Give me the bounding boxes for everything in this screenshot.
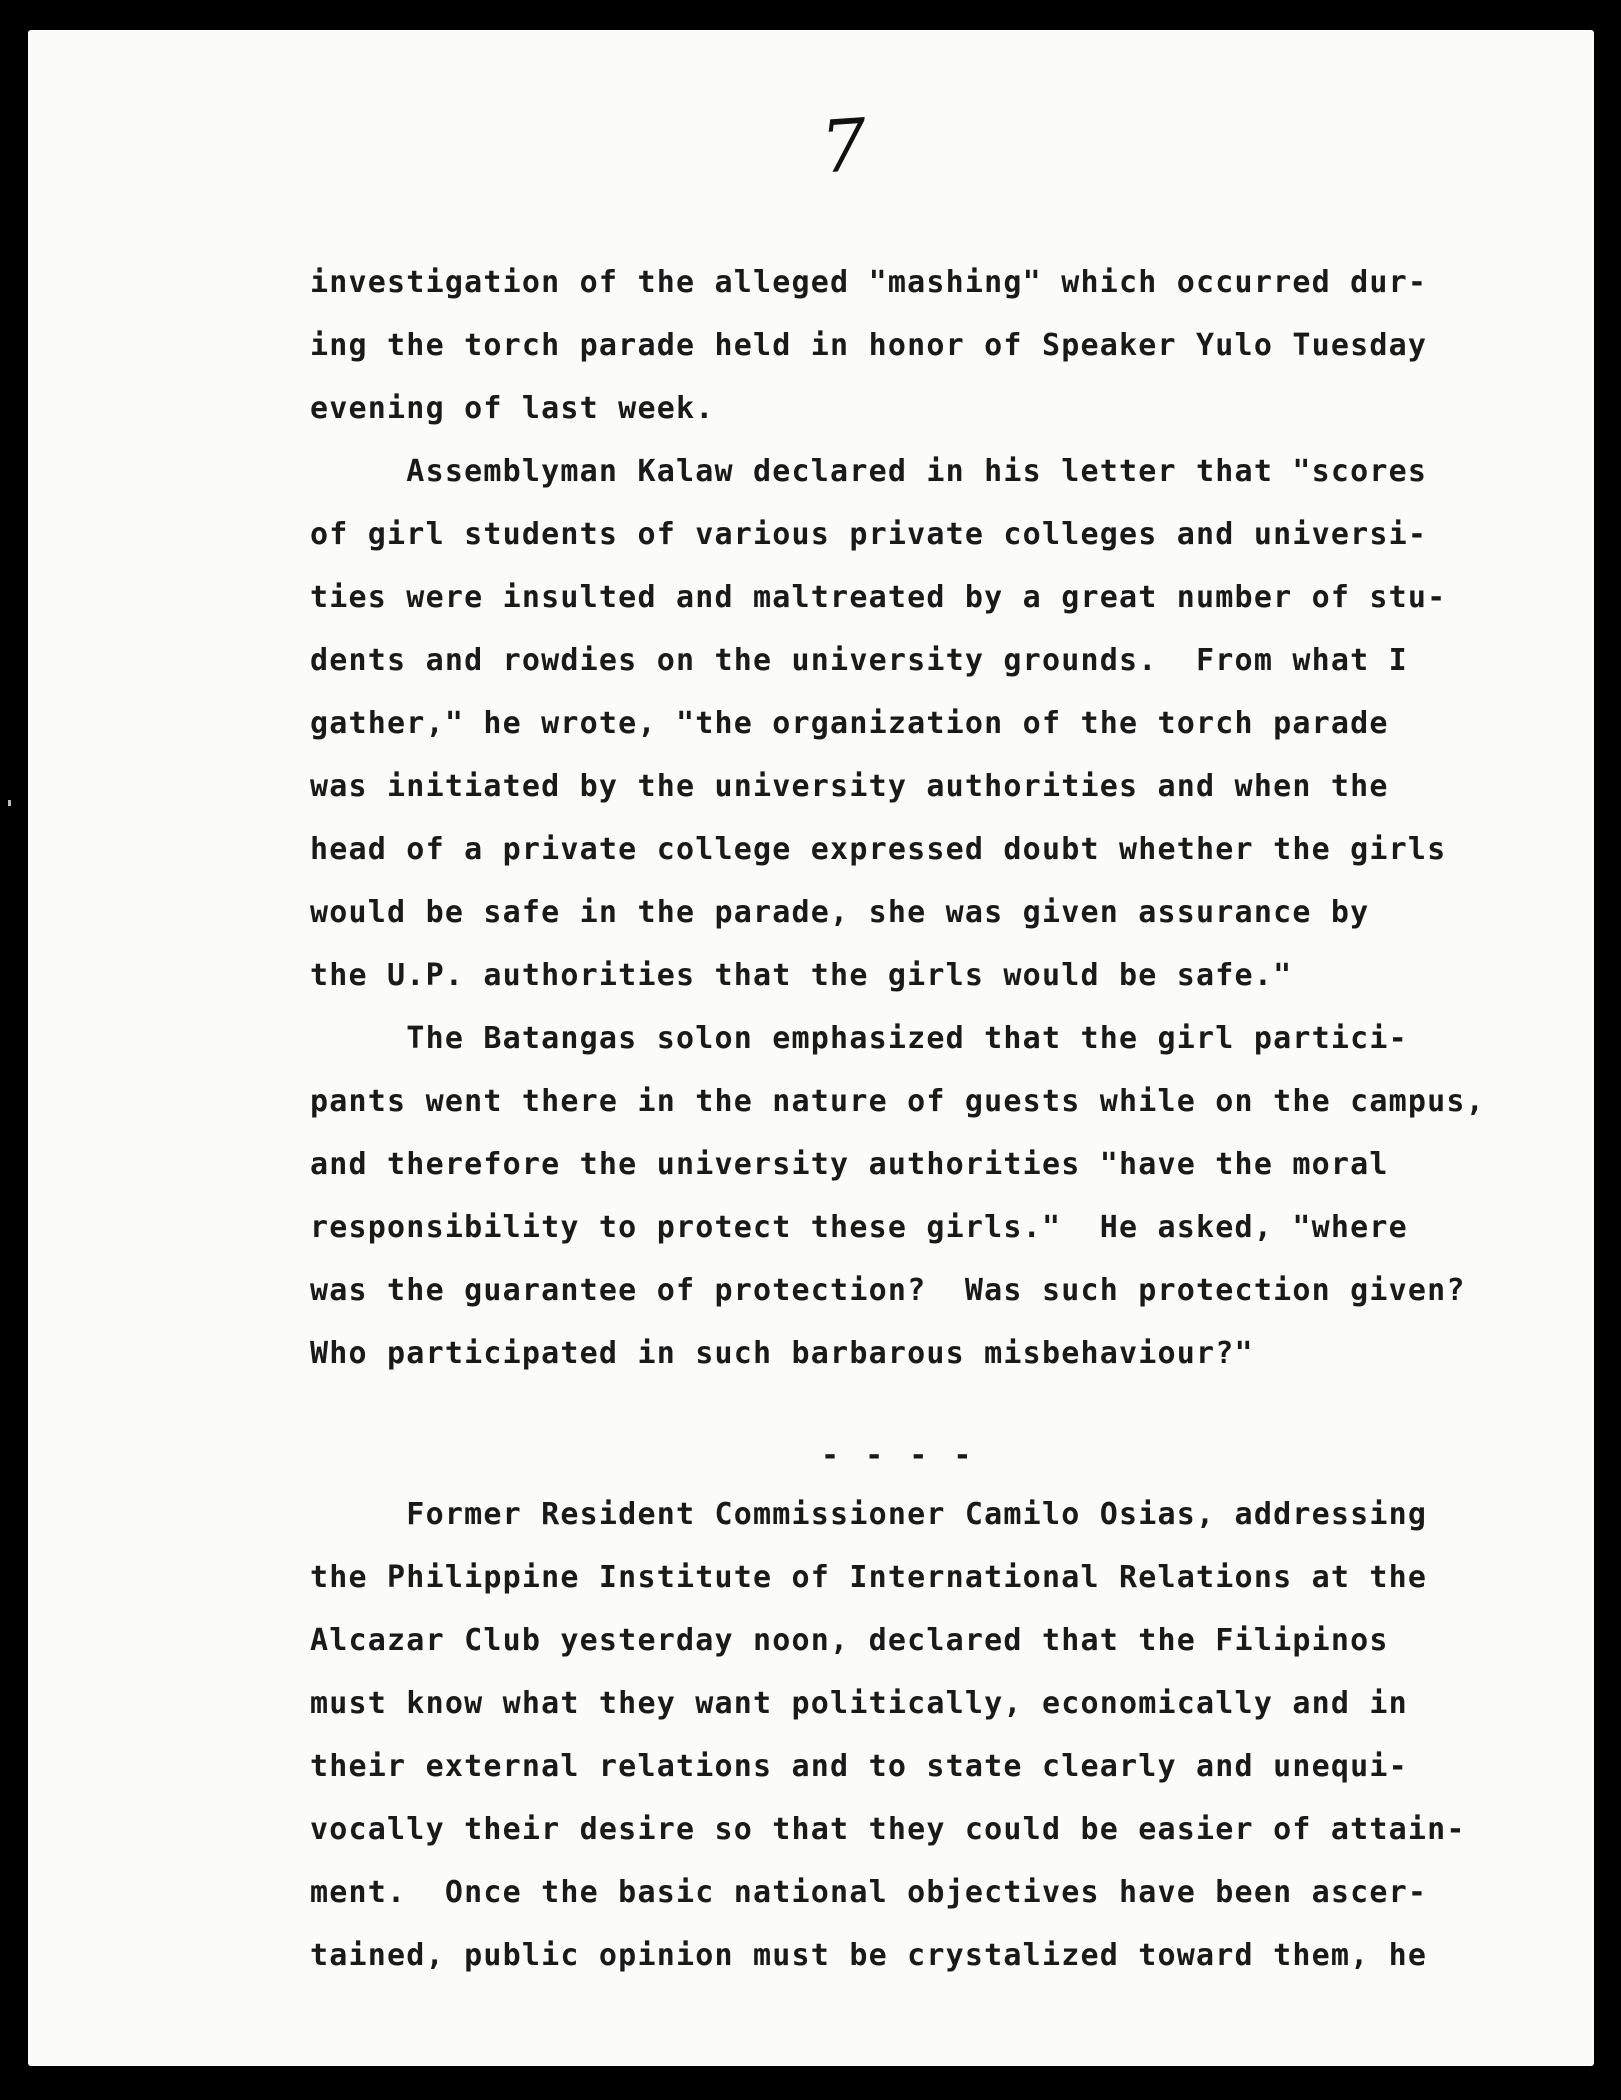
text-line: tained, public opinion must be crystalized toward them, he — [310, 1938, 1428, 1973]
text-line: Who participated in such barbarous misbehaviour?" — [310, 1336, 1254, 1371]
text-line: The Batangas solon emphasized that the girl partici- — [310, 1021, 1408, 1056]
text-line: head of a private college expressed doubt whether the girls — [310, 832, 1447, 867]
text-line: must know what they want politically, economically and in — [310, 1686, 1408, 1721]
text-line: of girl students of various private colleges and universi- — [310, 517, 1428, 552]
text-line: ment. Once the basic national objectives have been ascer- — [310, 1875, 1428, 1910]
text-line: responsibility to protect these girls." He asked, "where — [310, 1210, 1408, 1245]
text-line: ties were insulted and maltreated by a great number of stu- — [310, 580, 1447, 615]
text-line: their external relations and to state clearly and unequi- — [310, 1749, 1408, 1784]
text-line: Former Resident Commissioner Camilo Osias, addressing — [310, 1497, 1428, 1532]
text-line: dents and rowdies on the university grounds. From what I — [310, 643, 1408, 678]
text-line: would be safe in the parade, she was given assurance by — [310, 895, 1370, 930]
text-line: gather," he wrote, "the organization of the torch parade — [310, 706, 1389, 741]
text-line: was initiated by the university authorities and when the — [310, 769, 1389, 804]
text-line: Assemblyman Kalaw declared in his letter that "scores — [310, 454, 1428, 489]
text-line: Alcazar Club yesterday noon, declared that the Filipinos — [310, 1623, 1389, 1658]
document-page — [28, 30, 1594, 2066]
text-line: pants went there in the nature of guests while on the campus, — [310, 1084, 1485, 1119]
text-line: ing the torch parade held in honor of Speaker Yulo Tuesday — [310, 328, 1428, 363]
text-line: the U.P. authorities that the girls would be safe." — [310, 958, 1293, 993]
text-line: the Philippine Institute of International Relations at the — [310, 1560, 1428, 1595]
text-line: vocally their desire so that they could be easier of attain- — [310, 1812, 1466, 1847]
scan-speck — [8, 800, 11, 806]
text-line: evening of last week. — [310, 391, 715, 426]
text-line: was the guarantee of protection? Was such protection given? — [310, 1273, 1466, 1308]
section-separator: - - - - — [821, 1438, 976, 1473]
text-line: investigation of the alleged "mashing" which occurred dur- — [310, 265, 1428, 300]
page-number: 7 — [818, 102, 870, 190]
text-line: and therefore the university authorities "have the moral — [310, 1147, 1389, 1182]
